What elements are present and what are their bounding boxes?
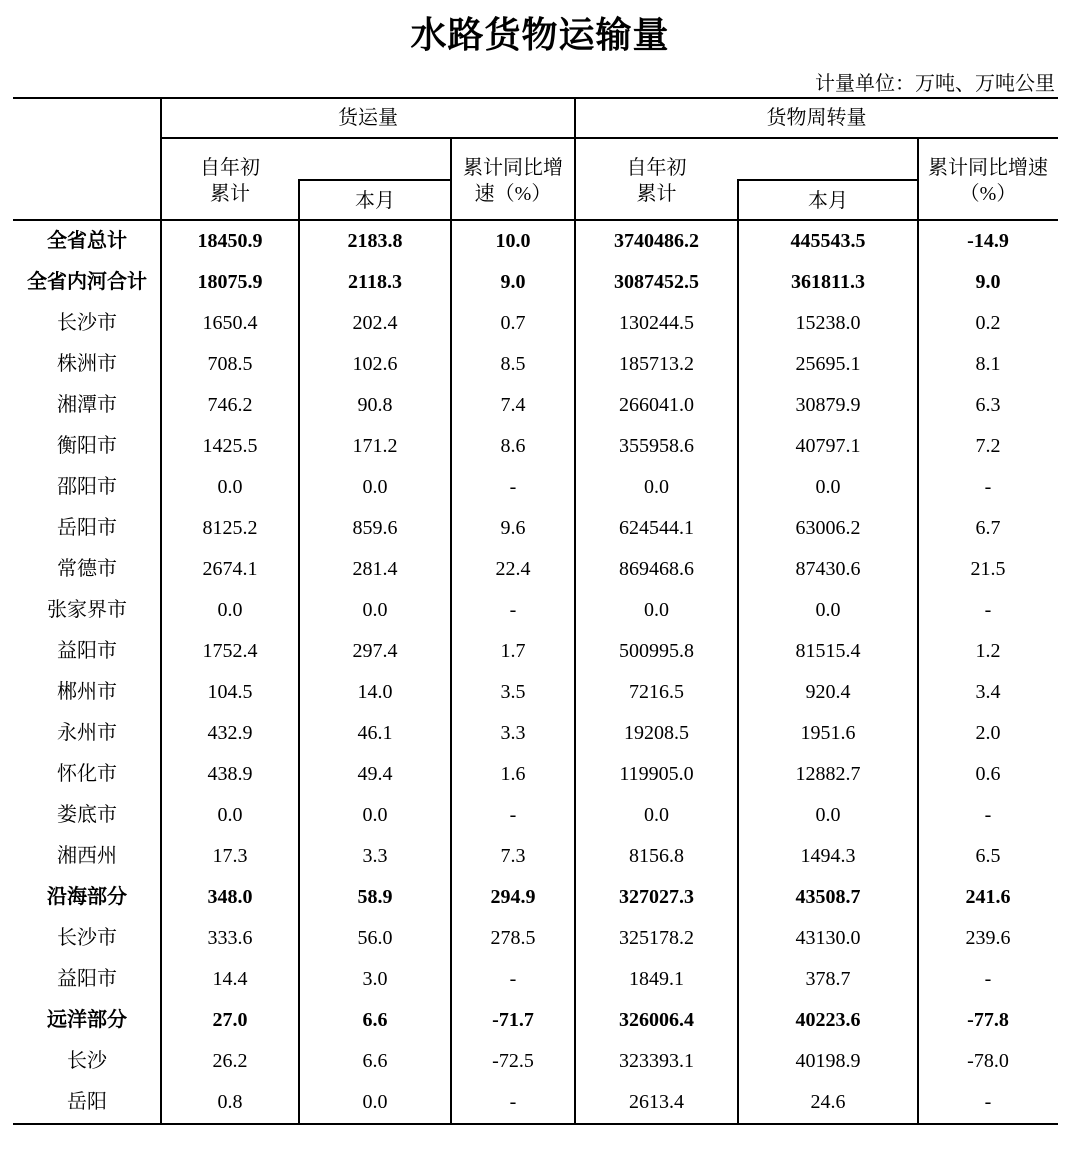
- cell-freight-cumulative: 0.0: [217, 476, 243, 498]
- cell-freight-growth: 8.5: [500, 353, 526, 375]
- cell-region-label: 益阳市: [57, 968, 117, 990]
- header-line: （%）: [959, 183, 1017, 205]
- cell-turnover-growth: 1.2: [975, 640, 1001, 662]
- cell-freight-growth: 1.7: [500, 640, 526, 662]
- cell-freight-growth: -72.5: [492, 1050, 534, 1072]
- cell-freight-month: 3.3: [362, 845, 388, 867]
- cell-region-label: 株洲市: [57, 353, 117, 375]
- cell-turnover-month: 445543.5: [790, 230, 866, 252]
- table-row: [0, 1000, 1080, 1041]
- cell-turnover-cumulative: 2613.4: [629, 1091, 684, 1113]
- cell-region-label: 永州市: [57, 722, 117, 744]
- cell-freight-growth: 9.6: [500, 517, 526, 539]
- cell-turnover-month: 30879.9: [795, 394, 861, 416]
- header-turnover-cumulative: [575, 155, 738, 207]
- cell-turnover-cumulative: 0.0: [644, 476, 669, 498]
- cell-freight-cumulative: 708.5: [207, 353, 253, 375]
- cell-turnover-growth: 3.4: [975, 681, 1001, 703]
- cell-turnover-month: 0.0: [815, 599, 841, 621]
- rule-header-group-bottom: [161, 137, 1058, 139]
- header-freight-group: 货运量: [338, 107, 398, 129]
- header-line: 累计: [636, 183, 677, 205]
- cell-freight-month: 859.6: [352, 517, 398, 539]
- cell-turnover-month: 1494.3: [800, 845, 856, 867]
- cell-turnover-growth: -: [984, 968, 992, 990]
- cell-turnover-growth: 6.3: [975, 394, 1001, 416]
- cell-freight-cumulative: 0.0: [217, 599, 243, 621]
- cell-freight-cumulative: 17.3: [212, 845, 248, 867]
- cell-freight-cumulative: 104.5: [207, 681, 253, 703]
- rule-bottom: [13, 1123, 1058, 1125]
- cell-turnover-cumulative: 624544.1: [619, 517, 694, 539]
- cell-freight-cumulative: 0.8: [217, 1091, 243, 1113]
- cell-freight-cumulative: 26.2: [212, 1050, 248, 1072]
- cell-turnover-cumulative: 869468.6: [619, 558, 694, 580]
- table-row: [0, 590, 1080, 631]
- cell-region-label: 常德市: [57, 558, 117, 580]
- header-turnover-month: 本月: [808, 190, 848, 212]
- cell-turnover-growth: -77.8: [967, 1009, 1009, 1031]
- cell-region-label: 湘潭市: [57, 394, 117, 416]
- table-row: [0, 467, 1080, 508]
- cell-turnover-growth: 7.2: [975, 435, 1001, 457]
- cell-turnover-month: 43508.7: [795, 886, 861, 908]
- cell-freight-month: 171.2: [352, 435, 398, 457]
- cell-turnover-growth: -: [984, 476, 992, 498]
- cell-turnover-growth: -: [984, 1091, 992, 1113]
- cell-freight-growth: 278.5: [490, 927, 536, 949]
- cell-freight-growth: 294.9: [490, 886, 536, 908]
- cell-region-label: 怀化市: [57, 763, 117, 785]
- cell-freight-month: 90.8: [357, 394, 393, 416]
- cell-region-label: 衡阳市: [57, 435, 117, 457]
- table-row: [0, 549, 1080, 590]
- cell-region-label: 全省内河合计: [27, 271, 147, 293]
- table-row: [0, 262, 1080, 303]
- cell-region-label: 张家界市: [47, 599, 127, 621]
- cell-freight-cumulative: 348.0: [207, 886, 253, 908]
- table-row: [0, 672, 1080, 713]
- cell-freight-growth: 22.4: [495, 558, 531, 580]
- cell-freight-month: 6.6: [362, 1009, 388, 1031]
- cell-freight-growth: 3.3: [500, 722, 526, 744]
- cell-freight-growth: 9.0: [500, 271, 526, 293]
- cell-freight-cumulative: 14.4: [212, 968, 248, 990]
- table-row: [0, 1082, 1080, 1123]
- cell-turnover-growth: 0.2: [975, 312, 1001, 334]
- cell-region-label: 岳阳: [67, 1091, 107, 1113]
- header-freight-growth: [451, 155, 575, 207]
- cell-turnover-month: 40797.1: [795, 435, 861, 457]
- cell-turnover-growth: 21.5: [970, 558, 1006, 580]
- cell-freight-growth: 0.7: [500, 312, 526, 334]
- cell-region-label: 郴州市: [57, 681, 117, 703]
- cell-turnover-month: 920.4: [805, 681, 851, 703]
- cell-turnover-cumulative: 325178.2: [619, 927, 694, 949]
- table-row: [0, 795, 1080, 836]
- cell-freight-growth: -: [509, 804, 517, 826]
- cell-turnover-cumulative: 327027.3: [619, 886, 694, 908]
- cell-turnover-month: 63006.2: [795, 517, 861, 539]
- table-row: [0, 713, 1080, 754]
- cell-freight-cumulative: 333.6: [207, 927, 253, 949]
- table-row: [0, 877, 1080, 918]
- cell-turnover-month: 43130.0: [795, 927, 861, 949]
- cell-freight-month: 281.4: [352, 558, 398, 580]
- cell-turnover-growth: -: [984, 599, 992, 621]
- header-line: 速（%）: [474, 183, 552, 205]
- cell-freight-growth: -: [509, 1091, 517, 1113]
- cell-freight-cumulative: 27.0: [212, 1009, 248, 1031]
- cell-turnover-cumulative: 130244.5: [619, 312, 694, 334]
- cell-freight-month: 0.0: [362, 476, 388, 498]
- cell-turnover-growth: 2.0: [975, 722, 1001, 744]
- unit-note: 计量单位：万吨、万吨公里: [815, 73, 1055, 95]
- table-title: 水路货物运输量: [410, 15, 670, 55]
- cell-turnover-growth: 6.5: [975, 845, 1001, 867]
- cell-freight-month: 6.6: [362, 1050, 388, 1072]
- header-line: 自年初: [626, 157, 687, 179]
- cell-freight-cumulative: 18450.9: [197, 230, 263, 252]
- table-row: [0, 918, 1080, 959]
- cell-turnover-growth: 241.6: [965, 886, 1011, 908]
- cell-turnover-month: 40198.9: [795, 1050, 861, 1072]
- table-row: [0, 508, 1080, 549]
- cell-freight-cumulative: 438.9: [207, 763, 253, 785]
- cell-freight-cumulative: 1650.4: [202, 312, 258, 334]
- cell-freight-growth: 3.5: [500, 681, 526, 703]
- cell-freight-month: 14.0: [357, 681, 393, 703]
- cell-turnover-month: 12882.7: [795, 763, 861, 785]
- cell-freight-month: 297.4: [352, 640, 398, 662]
- cell-region-label: 益阳市: [57, 640, 117, 662]
- cell-freight-cumulative: 1425.5: [202, 435, 258, 457]
- cell-turnover-cumulative: 8156.8: [629, 845, 684, 867]
- cell-turnover-cumulative: 3740486.2: [614, 230, 699, 252]
- cell-region-label: 远洋部分: [47, 1009, 127, 1031]
- cell-turnover-growth: -: [984, 804, 992, 826]
- cell-turnover-cumulative: 1849.1: [629, 968, 684, 990]
- cell-turnover-growth: 6.7: [975, 517, 1001, 539]
- cell-turnover-cumulative: 326006.4: [619, 1009, 694, 1031]
- cell-freight-month: 49.4: [357, 763, 393, 785]
- cell-freight-cumulative: 0.0: [217, 804, 243, 826]
- table-row: [0, 344, 1080, 385]
- header-turnover-growth: [918, 155, 1058, 207]
- cell-freight-cumulative: 1752.4: [202, 640, 258, 662]
- cell-turnover-month: 1951.6: [800, 722, 856, 744]
- table-row: [0, 959, 1080, 1000]
- cell-freight-month: 46.1: [357, 722, 393, 744]
- cell-freight-month: 0.0: [362, 1091, 388, 1113]
- cell-turnover-growth: 239.6: [965, 927, 1011, 949]
- cell-turnover-month: 24.6: [810, 1091, 846, 1113]
- table-row: [0, 754, 1080, 795]
- cell-turnover-cumulative: 7216.5: [629, 681, 684, 703]
- cell-freight-month: 58.9: [357, 886, 393, 908]
- cell-freight-cumulative: 746.2: [207, 394, 253, 416]
- cell-freight-month: 2118.3: [348, 271, 402, 293]
- cell-freight-cumulative: 2674.1: [202, 558, 258, 580]
- cell-turnover-growth: -78.0: [967, 1050, 1009, 1072]
- cell-turnover-cumulative: 0.0: [644, 804, 669, 826]
- cell-freight-growth: -71.7: [492, 1009, 534, 1031]
- cell-freight-month: 2183.8: [347, 230, 403, 252]
- cell-turnover-growth: 0.6: [975, 763, 1001, 785]
- cell-turnover-cumulative: 355958.6: [619, 435, 694, 457]
- cell-freight-growth: 1.6: [500, 763, 526, 785]
- table-row: [0, 426, 1080, 467]
- cell-freight-growth: -: [509, 599, 517, 621]
- cell-turnover-month: 40223.6: [795, 1009, 861, 1031]
- table-row: [0, 631, 1080, 672]
- cell-freight-month: 102.6: [352, 353, 398, 375]
- cell-freight-cumulative: 432.9: [207, 722, 253, 744]
- cell-region-label: 沿海部分: [47, 886, 127, 908]
- header-line: 累计同比增速: [928, 157, 1048, 179]
- cell-freight-growth: -: [509, 476, 517, 498]
- table-row: [0, 385, 1080, 426]
- table-row: [0, 221, 1080, 262]
- cell-turnover-cumulative: 500995.8: [619, 640, 694, 662]
- cell-freight-month: 0.0: [362, 599, 388, 621]
- cell-freight-growth: 7.4: [500, 394, 526, 416]
- cell-region-label: 长沙市: [57, 927, 117, 949]
- cell-turnover-month: 0.0: [815, 476, 841, 498]
- cell-region-label: 全省总计: [47, 230, 127, 252]
- cell-freight-month: 0.0: [362, 804, 388, 826]
- header-freight-cumulative: [161, 155, 299, 207]
- cell-turnover-growth: 9.0: [975, 271, 1001, 293]
- cell-turnover-cumulative: 3087452.5: [614, 271, 699, 293]
- cell-freight-growth: -: [509, 968, 517, 990]
- cell-freight-month: 3.0: [362, 968, 388, 990]
- cell-turnover-month: 378.7: [805, 968, 851, 990]
- cell-turnover-month: 87430.6: [795, 558, 861, 580]
- cell-region-label: 娄底市: [57, 804, 117, 826]
- cell-region-label: 湘西州: [57, 845, 117, 867]
- cell-region-label: 长沙: [67, 1050, 107, 1072]
- table-row: [0, 303, 1080, 344]
- header-line: 累计: [210, 183, 250, 205]
- rule-turnover-month-top: [738, 179, 918, 181]
- cell-turnover-cumulative: 323393.1: [619, 1050, 694, 1072]
- header-line: 累计同比增: [463, 157, 563, 179]
- cell-region-label: 邵阳市: [57, 476, 117, 498]
- cell-freight-growth: 8.6: [500, 435, 526, 457]
- cell-turnover-cumulative: 185713.2: [619, 353, 694, 375]
- cell-turnover-month: 0.0: [815, 804, 841, 826]
- cell-turnover-cumulative: 119905.0: [619, 763, 694, 785]
- cell-freight-growth: 7.3: [500, 845, 526, 867]
- cell-turnover-growth: -14.9: [967, 230, 1009, 252]
- table-row: [0, 836, 1080, 877]
- rule-freight-month-top: [299, 179, 451, 181]
- table-row: [0, 1041, 1080, 1082]
- cell-region-label: 长沙市: [57, 312, 117, 334]
- cell-turnover-month: 25695.1: [795, 353, 861, 375]
- cell-freight-month: 202.4: [352, 312, 398, 334]
- cell-region-label: 岳阳市: [57, 517, 117, 539]
- cell-turnover-month: 361811.3: [791, 271, 865, 293]
- cell-turnover-month: 15238.0: [795, 312, 861, 334]
- cell-turnover-cumulative: 0.0: [644, 599, 669, 621]
- cell-freight-month: 56.0: [357, 927, 393, 949]
- cell-freight-cumulative: 18075.9: [197, 271, 263, 293]
- header-line: 自年初: [200, 157, 260, 179]
- cell-turnover-cumulative: 19208.5: [624, 722, 689, 744]
- cell-turnover-month: 81515.4: [795, 640, 861, 662]
- cell-freight-growth: 10.0: [495, 230, 531, 252]
- cell-turnover-growth: 8.1: [975, 353, 1001, 375]
- cell-turnover-cumulative: 266041.0: [619, 394, 694, 416]
- header-freight-month: 本月: [355, 190, 395, 212]
- cell-freight-cumulative: 8125.2: [202, 517, 258, 539]
- header-turnover-group: 货物周转量: [766, 107, 867, 129]
